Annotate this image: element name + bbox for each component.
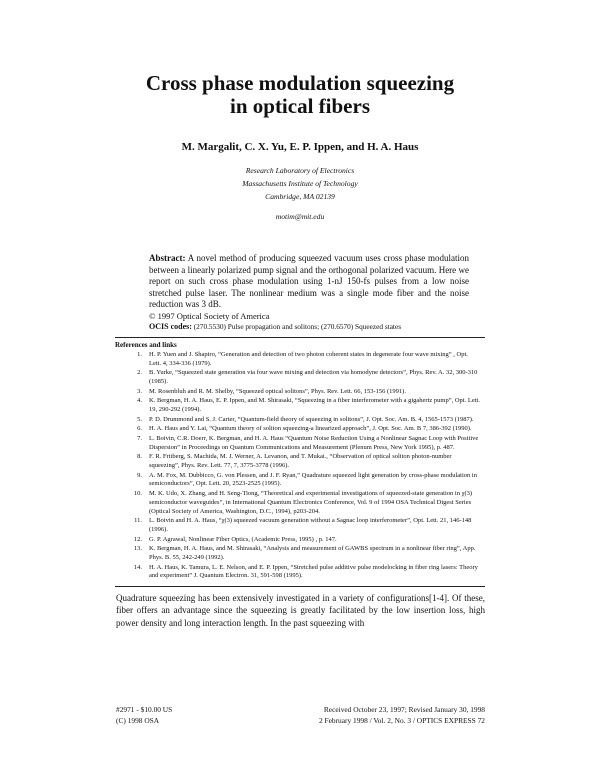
authors: M. Margalit, C. X. Yu, E. P. Ippen, and H. A. Haus — [181, 141, 419, 153]
footer-copyright: (C) 1998 OSA — [116, 716, 160, 725]
ocis-codes — [149, 322, 401, 331]
reference-item — [115, 536, 485, 545]
abstract-label: Abstract: — [149, 253, 186, 263]
reference-number: 4. — [137, 397, 142, 405]
reference-item — [115, 490, 485, 517]
reference-item — [115, 472, 485, 490]
reference-item — [115, 453, 485, 471]
reference-number: 7. — [137, 434, 142, 442]
reference-text: F. R. Fritberg, S. Machida, M. J. Werner, A. Levanon, and T. Mukai., “Observation of optical soliton photon-number squeezing”, Phys. Rev. Lett. 77, 7, 3775-3778 (1996). — [149, 453, 452, 470]
paper-title-line-1: Cross phase modulation squeezing — [145, 71, 455, 95]
reference-text: B. Yurke, “Squeezed state generation via four wave mixing and detection via homodyne detectors”, Phys. Rev. A. 32, 300-310 (1985). — [149, 369, 478, 386]
affiliation — [0, 164, 600, 203]
footer-received: Received October 23, 1997; Revised January 30, 1998 — [323, 705, 485, 714]
author-email: motim@mit.edu — [275, 212, 325, 221]
reference-item — [115, 545, 485, 563]
reference-text: G. P. Agrawal, Nonlinear Fiber Optics, (Academic Press, 1995) , p. 147. — [149, 535, 337, 543]
footer-right — [319, 704, 485, 726]
abstract-text: A novel method of producing squeezed vacuum uses cross phase modulation between a linearly polarized pump signal and the orthogonal polarized vacuum. Here we report on such cross phase modulation using 1-nJ 150-fs pulses from a low noise stretched pulse laser. The nonlinear medium was a single mode fiber and the noise reduction was 3 dB. — [149, 253, 469, 310]
footer-left — [116, 704, 172, 726]
reference-number: 1. — [137, 351, 142, 358]
reference-text: H. P. Yuen and J. Shapiro, “Generation and detection of two photon coherent states in degenerate four wave mixing” , Opt. Lett. 4, 334-336 (1979). — [149, 351, 468, 367]
footer-article-id: #2971 - $10.00 US — [116, 705, 173, 714]
reference-text: M. K. Udo, X. Zhang, and H. Seng-Tiong, “Theoretical and experimental investigations of squeezed-state generation in χ(3) semiconductor waveguides”, in International Quantum Electronics Conference, Vol. 9 of 1994 OSA Technical Digest Series (Optical Society of America, Washington, D.C., 1994), p203-204. — [149, 489, 473, 515]
reference-number: 14. — [133, 563, 142, 571]
reference-text: A. M. Fox, M. Dubbicco, G. von Plessen, and J. F. Ryan,” Quadrature squeezed light generation by cross-phase modulation in semiconductors”, Opt. Lett. 20, 2523-2525 (1995). — [149, 471, 477, 488]
reference-item — [115, 425, 485, 434]
reference-number: 8. — [137, 453, 142, 461]
reference-text: H. A. Haus, K. Tamura, L. E. Nelson, and E. P. Ippen, “Stretched pulse additive pulse modelocking in fiber ring lasers: Theory and experiment” J. Quantum Electron. 31, 591-598 (1995). — [149, 563, 478, 580]
reference-text: M. Rosenbluh and R. M. Shelby, “Squeezed optical solitons”, Phys. Rev. Lett. 66, 153-156 (1991). — [149, 387, 406, 395]
reference-item — [115, 351, 485, 369]
reference-number: 11. — [134, 517, 142, 525]
ocis-label: OCIS codes: — [149, 322, 192, 331]
reference-number: 10. — [133, 489, 142, 497]
reference-item — [115, 416, 485, 425]
paper-title — [0, 72, 600, 118]
reference-text: P. D. Drummond and S. J. Carter, “Quantum-field theory of squeezing in solitons”, J. Opt. Soc. Am. B. 4, 1565-1573 (1987). — [149, 415, 474, 423]
reference-number: 9. — [137, 471, 142, 479]
reference-number: 13. — [133, 545, 142, 553]
footer-journal-info: 2 February 1998 / Vol. 2, No. 3 / OPTICS EXPRESS 72 — [318, 716, 485, 725]
affiliation-line-2: Massachusetts Institute of Technology — [242, 179, 358, 188]
reference-item — [115, 517, 485, 535]
paper-title-line-2: in optical fibers — [230, 94, 370, 118]
reference-item — [115, 388, 485, 397]
reference-number: 6. — [137, 425, 142, 433]
reference-number: 12. — [133, 535, 142, 543]
ocis-text: (270.5530) Pulse propagation and solitons; (270.6570) Squeezed states — [193, 322, 402, 331]
references-heading: References and links — [115, 341, 177, 349]
references-list — [115, 351, 485, 582]
reference-text: L. Boivin and H. A. Haus, “χ(3) squeezed vacuum generation without a Sagnac loop interferometer”, Opt. Lett. 21, 146-148 (1996). — [149, 517, 472, 534]
reference-number: 3. — [137, 387, 142, 395]
references-top-rule — [115, 337, 485, 338]
reference-number: 2. — [137, 369, 142, 377]
reference-item — [115, 564, 485, 582]
reference-item — [115, 369, 485, 387]
reference-text: K. Bergman, H. A. Haus, and M. Shirasaki, “Analysis and measurement of GAWBS spectrum in a nonlinear fiber ring”, App. Phys. B. 55, 242-249 (1992). — [149, 545, 476, 562]
affiliation-line-1: Research Laboratory of Electronics — [245, 166, 355, 175]
reference-number: 5. — [137, 415, 142, 423]
references-bottom-rule — [115, 586, 485, 587]
body-paragraph: Quadrature squeezing has been extensively investigated in a variety of configurations[1-4]. Of these, fiber offers an advantage since the squeezing is greatly facilitated by the low insertion loss, high power density and long interaction length. In the past squeezing with — [116, 593, 485, 628]
abstract-copyright: © 1997 Optical Society of America — [149, 311, 270, 321]
reference-item — [115, 435, 485, 453]
abstract — [149, 253, 469, 311]
reference-text: H. A. Haus and Y. Lai, “Quantum theory of soliton squeezing-a linearized approach”, J. Opt. Soc. Am. B 7, 386-392 (1990). — [149, 425, 472, 433]
reference-text: L. Boivin, C.R. Doerr, K. Bergman, and H. A. Haus “Quantum Noise Reduction Using a Nonlinear Sagnac Loop with Positive Dispersion” in Proceedings on Quantum Communications and Measurement (Plenum Press, New York 1995), p. 487. — [149, 434, 479, 451]
reference-text: K. Bergman, H. A. Haus, E. P. Ippen, and M. Shirasaki, “Squeezing in a fiber interferometer with a gigahertz pump”, Opt. Lett. 19, 290-292 (1994). — [149, 397, 480, 414]
reference-item — [115, 397, 485, 415]
affiliation-line-3: Cambridge, MA 02139 — [265, 192, 335, 201]
